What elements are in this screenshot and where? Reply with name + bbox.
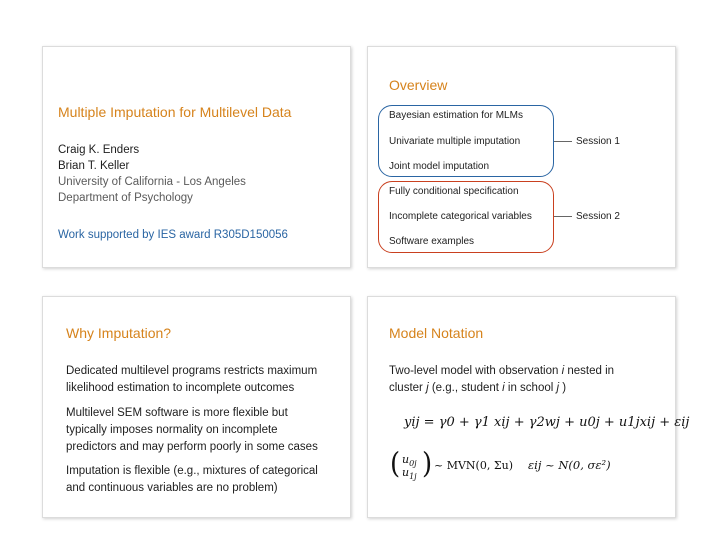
paragraph-line: Multilevel SEM software is more flexible but — [66, 407, 288, 419]
session1-connector — [554, 141, 572, 142]
model-equation: yij = γ0 + γ1 xij + γ2wj + u0j + u1jxij + εij — [404, 415, 690, 430]
overview-item: Joint model imputation — [389, 161, 490, 172]
slide-overview[interactable] — [367, 46, 676, 268]
u0j-entry: $u_{0j}$ — [402, 453, 417, 469]
overview-item: Univariate multiple imputation — [389, 136, 521, 147]
right-paren: ) — [422, 447, 433, 481]
funding-note: Work supported by IES award R305D150056 — [58, 229, 288, 241]
e-distribution: εij ~ N(0, σε²) — [528, 458, 611, 472]
distribution-equations — [390, 447, 650, 482]
session1-label: Session 1 — [576, 136, 620, 147]
session2-connector — [554, 216, 572, 217]
description-line1: Two-level model with observation i nested in — [389, 365, 615, 377]
author-enders: Craig K. Enders — [58, 144, 140, 156]
slide-heading: Why Imputation? — [66, 325, 172, 341]
slide-heading: Model Notation — [389, 325, 484, 341]
affiliation-department: Department of Psychology — [58, 192, 193, 204]
author-keller: Brian T. Keller — [58, 160, 130, 172]
slide-model-notation[interactable] — [367, 296, 690, 518]
slide-heading: Overview — [389, 77, 448, 93]
slide-title[interactable] — [42, 46, 351, 268]
session2-label: Session 2 — [576, 211, 620, 222]
u-distribution: ~ MVN(0, Σu) — [434, 459, 513, 472]
overview-item: Software examples — [389, 236, 475, 247]
affiliation-university: University of California - Los Angeles — [58, 176, 246, 188]
paragraph-line: Dedicated multilevel programs restricts maximum — [66, 365, 318, 377]
presentation-title: Multiple Imputation for Multilevel Data — [58, 104, 292, 120]
paragraph-line: and continuous variables are no problem) — [66, 482, 278, 494]
paragraph-line: typically imposes normality on incomplete — [66, 424, 278, 436]
u1j-entry: $u_{1j}$ — [402, 466, 417, 482]
slide-why-imputation[interactable] — [42, 296, 351, 518]
overview-item: Fully conditional specification — [389, 186, 519, 197]
paragraph-line: predictors and may perform poorly in some cases — [66, 441, 318, 453]
overview-item: Bayesian estimation for MLMs — [389, 110, 523, 121]
left-paren: ( — [390, 447, 401, 481]
description-line2: cluster j (e.g., student i in school j ) — [389, 382, 567, 394]
paragraph-line: Imputation is flexible (e.g., mixtures of categorical — [66, 465, 318, 477]
overview-item: Incomplete categorical variables — [389, 211, 532, 222]
paragraph-line: likelihood estimation to incomplete outcomes — [66, 382, 295, 394]
